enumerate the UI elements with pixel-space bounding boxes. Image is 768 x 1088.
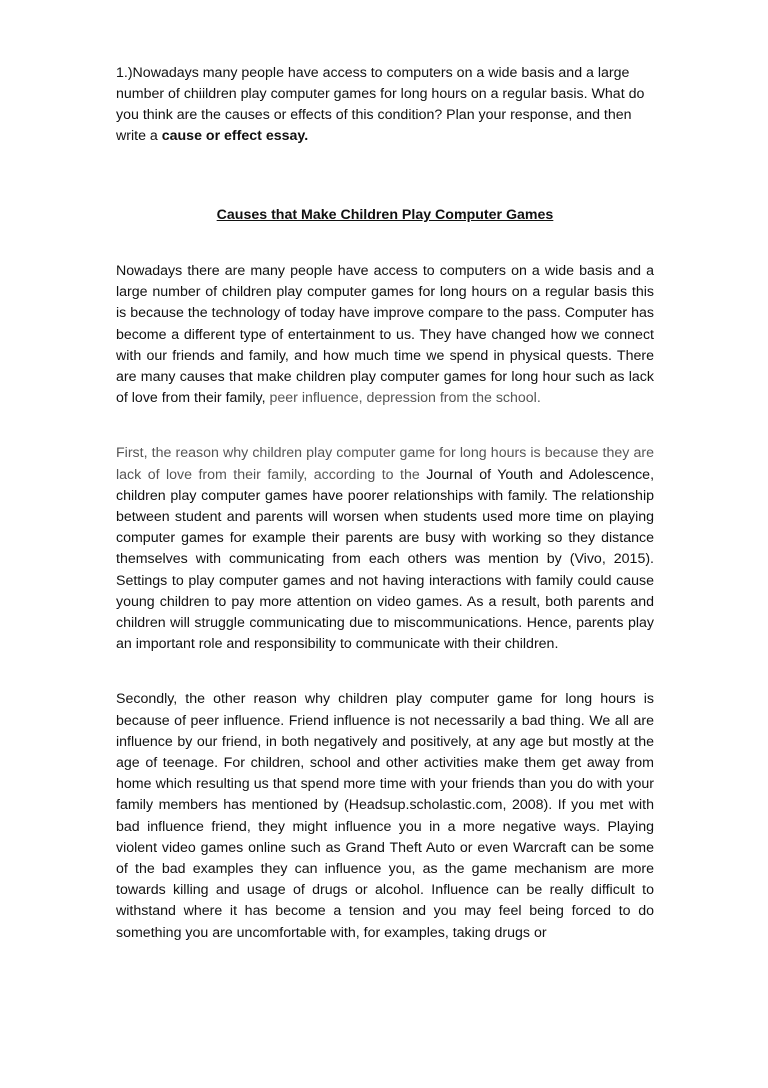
paragraph-introduction-tail: peer influence, depression from the school. [269, 390, 541, 407]
paragraph-second-reason: Secondly, the other reason why children play computer game for long hours is because of peer influence. Friend influence is not necessarily a bad thing. We all are influence by our friend, in both negatively and positively, at any age but mostly at the age of teenage. For children, school and other activities make them get away from home which resulting us that spend more time with your friends than you do with your family members has mentioned by (Headsup.scholastic.com, 2008). If you met with bad influence friend, they might influence you in a more negative ways. Playing violent video games online such as Grand Theft Auto or even Warcraft can be some of the bad examples they can influence you, as the game mechanism are more towards killing and usage of drugs or alcohol. Influence can be really difficult to withstand where it has become a tension and you may feel being forced to do something you are uncomfortable with, for examples, taking drugs or [116, 691, 654, 941]
paragraph-first-reason [116, 443, 654, 655]
essay-title: Causes that Make Children Play Computer Games [216, 207, 554, 223]
prompt-text: 1.)Nowadays many people have access to computers on a wide basis and a large number of chiildren play computer games for long hours on a regular basis. What do you think are the causes or effects of this condition? Plan your response, and then write a [116, 65, 645, 144]
paragraph-first-reason-lead: First, the reason why children play computer game for long hours is because they are lack of love from their family, according to the [116, 445, 654, 483]
paragraph-first-reason-main: Journal of Youth and Adolescence, children play computer games have poorer relationships with family. The relationship between student and parents will worsen when students used more time on playing computer games for example their parents are busy with working so they distance themselves with communicating from each others was mention by (Vivo, 2015). Settings to play computer games and not having interactions with family could cause young children to pay more attention on video games. As a result, both parents and children will struggle communicating due to miscommunications. Hence, parents play an important role and responsibility to communicate with their children. [116, 466, 655, 653]
prompt-emphasis: cause or effect essay. [161, 128, 309, 144]
essay-prompt [116, 63, 654, 147]
document-page [116, 63, 654, 944]
paragraph-introduction-main: Nowadays there are many people have access to computers on a wide basis and a large number of children play computer games for long hours on a regular basis this is because the technology of today have improve compare to the pass. Computer has become a different type of entertainment to us. They have changed how we connect with our friends and family, and how much time we spend in physical quests. There are many causes that make children play computer games for long hour such as lack of love from their family, [116, 263, 654, 407]
paragraph-introduction [116, 261, 654, 409]
